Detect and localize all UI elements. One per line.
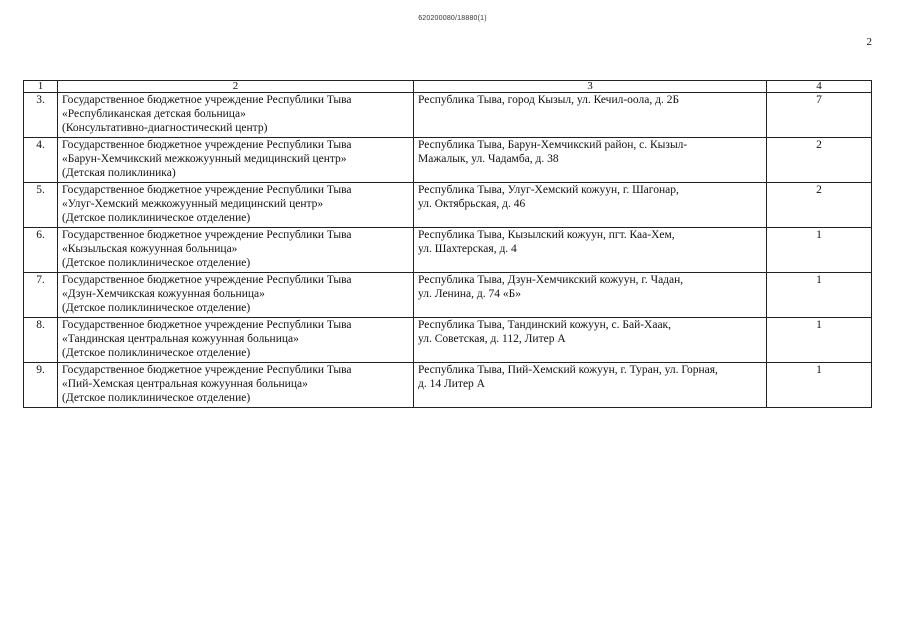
page-number: 2 <box>866 36 872 48</box>
address-line: Республика Тыва, город Кызыл, ул. Кечил-оола, д. 2Б <box>418 94 680 106</box>
row-number: 9. <box>24 363 58 408</box>
address-cell <box>414 183 767 228</box>
column-header-4: 4 <box>767 81 872 93</box>
address-line: ул. Шахтерская, д. 4 <box>418 243 517 255</box>
table-row <box>24 138 872 183</box>
table-row <box>24 183 872 228</box>
row-number: 4. <box>24 138 58 183</box>
institution-name-line: «Кызыльская кожуунная больница» <box>62 243 238 255</box>
address-line: Республика Тыва, Тандинский кожуун, с. Бай-Хаак, <box>418 319 672 331</box>
address-cell <box>414 363 767 408</box>
institution-name-line: «Республиканская детская больница» <box>62 108 246 120</box>
table-row <box>24 363 872 408</box>
institution-name-cell <box>58 273 414 318</box>
row-number: 8. <box>24 318 58 363</box>
institution-name-line: (Детская поликлиника) <box>62 167 176 179</box>
institution-name-cell <box>58 138 414 183</box>
address-line: ул. Октябрьская, д. 46 <box>418 198 526 210</box>
quantity-cell: 1 <box>767 318 872 363</box>
column-header-3: 3 <box>414 81 767 93</box>
address-line: д. 14 Литер А <box>418 378 485 390</box>
table-header-row <box>24 81 872 93</box>
institution-name-line: (Детское поликлиническое отделение) <box>62 212 251 224</box>
institution-name-line: Государственное бюджетное учреждение Республики Тыва <box>62 139 352 151</box>
address-cell <box>414 318 767 363</box>
institution-name-line: «Тандинская центральная кожуунная больница» <box>62 333 299 345</box>
institution-name-cell <box>58 228 414 273</box>
row-number: 6. <box>24 228 58 273</box>
institution-name-line: (Детское поликлиническое отделение) <box>62 347 251 359</box>
address-cell <box>414 228 767 273</box>
document-id: 620200080/18880(1) <box>418 15 487 22</box>
institution-name-line: «Улуг-Хемский межкожуунный медицинский центр» <box>62 198 324 210</box>
institution-name-line: Государственное бюджетное учреждение Республики Тыва <box>62 319 352 331</box>
column-header-1: 1 <box>24 81 58 93</box>
table-body <box>24 93 872 408</box>
institution-name-line: (Детское поликлиническое отделение) <box>62 302 251 314</box>
row-number: 7. <box>24 273 58 318</box>
address-line: Республика Тыва, Барун-Хемчикский район, с. Кызыл- <box>418 139 688 151</box>
address-line: Республика Тыва, Улуг-Хемский кожуун, г. Шагонар, <box>418 184 679 196</box>
address-line: Республика Тыва, Кызылский кожуун, пгт. Каа-Хем, <box>418 229 675 241</box>
address-line: ул. Советская, д. 112, Литер А <box>418 333 566 345</box>
quantity-cell: 1 <box>767 273 872 318</box>
table-row <box>24 228 872 273</box>
institution-name-line: Государственное бюджетное учреждение Республики Тыва <box>62 364 352 376</box>
row-number: 5. <box>24 183 58 228</box>
institution-name-line: Государственное бюджетное учреждение Республики Тыва <box>62 94 352 106</box>
address-cell <box>414 273 767 318</box>
quantity-cell: 2 <box>767 183 872 228</box>
institution-name-line: Государственное бюджетное учреждение Республики Тыва <box>62 184 352 196</box>
quantity-cell: 2 <box>767 138 872 183</box>
address-line: ул. Ленина, д. 74 «Б» <box>418 288 521 300</box>
institution-name-line: «Дзун-Хемчикская кожуунная больница» <box>62 288 265 300</box>
address-line: Республика Тыва, Пий-Хемский кожуун, г. Туран, ул. Горная, <box>418 364 718 376</box>
institution-name-line: Государственное бюджетное учреждение Республики Тыва <box>62 229 352 241</box>
institution-name-line: «Барун-Хемчикский межкожуунный медицинский центр» <box>62 153 347 165</box>
quantity-cell: 1 <box>767 228 872 273</box>
institution-name-cell <box>58 363 414 408</box>
institution-name-cell <box>58 93 414 138</box>
institution-name-line: «Пий-Хемская центральная кожуунная больница» <box>62 378 308 390</box>
table-row <box>24 93 872 138</box>
address-line: Мажалык, ул. Чадамба, д. 38 <box>418 153 559 165</box>
institution-name-line: (Детское поликлиническое отделение) <box>62 257 251 269</box>
address-cell <box>414 93 767 138</box>
institution-name-cell <box>58 318 414 363</box>
institution-name-line: (Консультативно-диагностический центр) <box>62 122 268 134</box>
address-cell <box>414 138 767 183</box>
quantity-cell: 7 <box>767 93 872 138</box>
institution-name-line: (Детское поликлиническое отделение) <box>62 392 251 404</box>
table-row <box>24 273 872 318</box>
institution-name-cell <box>58 183 414 228</box>
address-line: Республика Тыва, Дзун-Хемчикский кожуун, г. Чадан, <box>418 274 684 286</box>
quantity-cell: 1 <box>767 363 872 408</box>
table-row <box>24 318 872 363</box>
row-number: 3. <box>24 93 58 138</box>
column-header-2: 2 <box>58 81 414 93</box>
institution-name-line: Государственное бюджетное учреждение Республики Тыва <box>62 274 352 286</box>
institutions-table <box>23 80 872 408</box>
